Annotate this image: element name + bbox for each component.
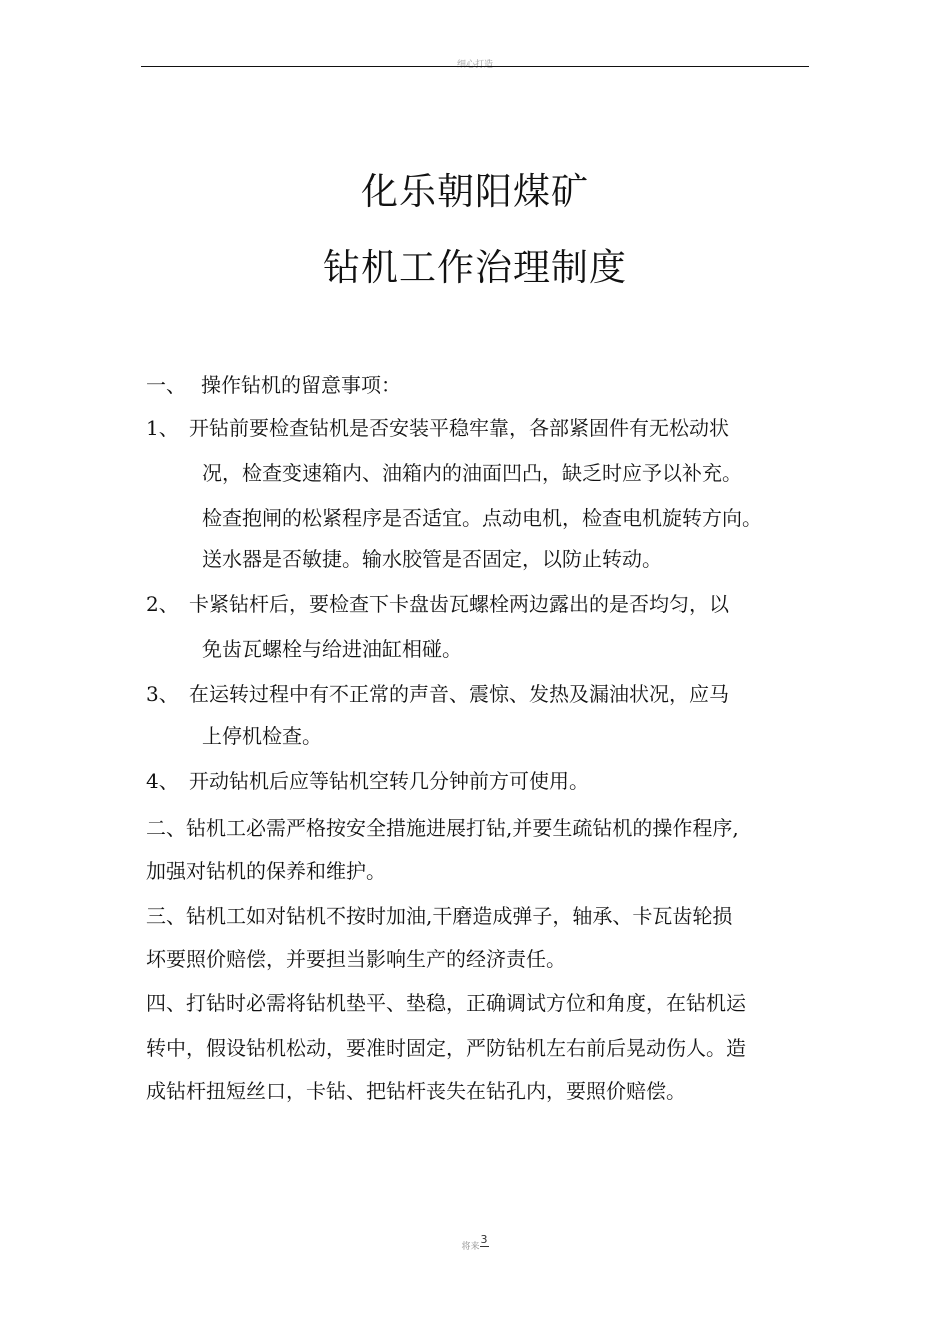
page-footer [0, 1234, 950, 1253]
item-line: 况，检查变速箱内、油箱内的油面凹凸，缺乏时应予以补充。 [202, 461, 742, 485]
page-header-text: 细心打造 [456, 60, 493, 70]
item-line: 开钻前要检查钻机是否安装平稳牢靠，各部紧固件有无松动状 [189, 416, 729, 440]
footer-label: 将来 [461, 1242, 480, 1252]
item-line: 卡紧钻杆后，要检查下卡盘齿瓦螺栓两边露出的是否均匀，以 [189, 592, 729, 616]
item-number: 2、 [146, 592, 179, 616]
document-title-line-2: 钻机工作治理制度 [323, 246, 627, 289]
section-heading-text: 操作钻机的留意事项： [201, 373, 401, 397]
document-title-line-1: 化乐朝阳煤矿 [361, 170, 589, 213]
item-line: 检查抱闸的松紧程序是否适宜。点动电机，检查电机旋转方向。 [202, 506, 762, 530]
item-number: 4、 [146, 769, 179, 793]
section-number: 一、 [146, 373, 186, 397]
paragraph-line: 四、打钻时必需将钻机垫平、垫稳，正确调试方位和角度，在钻机运 [146, 991, 746, 1015]
item-line: 开动钻机后应等钻机空转几分钟前方可使用。 [189, 769, 589, 793]
item-line: 送水器是否敏捷。输水胶管是否固定，以防止转动。 [202, 547, 662, 571]
paragraph-line: 坏要照价赔偿，并要担当影响生产的经济责任。 [146, 947, 566, 971]
item-line: 上停机检查。 [202, 724, 322, 748]
item-number: 1、 [146, 416, 179, 440]
item-line: 免齿瓦螺栓与给进油缸相碰。 [202, 637, 462, 661]
paragraph-line: 成钻杆扭短丝口，卡钻、把钻杆丧失在钻孔内，要照价赔偿。 [146, 1079, 686, 1103]
paragraph-line: 转中，假设钻机松动，要准时固定，严防钻机左右前后晃动伤人。造 [146, 1036, 746, 1060]
page-number: 3 [480, 1233, 488, 1246]
paragraph-line: 加强对钻机的保养和维护。 [146, 859, 386, 883]
paragraph-line: 二、钻机工必需严格按安全措施进展打钻,并要生疏钻机的操作程序, [146, 816, 739, 840]
paragraph-line: 三、钻机工如对钻机不按时加油,干磨造成弹子，轴承、卡瓦齿轮损 [146, 904, 733, 928]
header-rule [141, 66, 809, 67]
item-line: 在运转过程中有不正常的声音、震惊、发热及漏油状况，应马 [189, 682, 729, 706]
item-number: 3、 [146, 682, 179, 706]
